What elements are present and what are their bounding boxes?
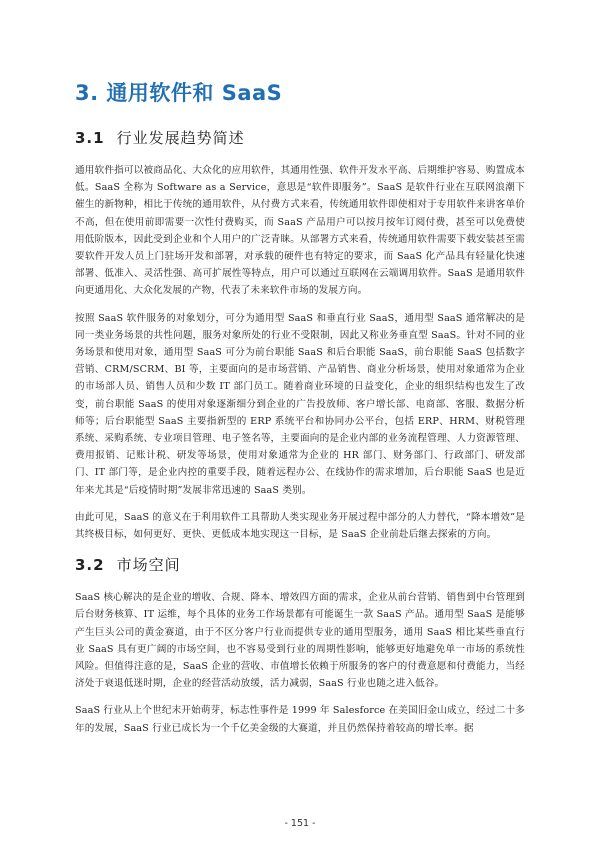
section-number: 3.2: [75, 556, 105, 575]
paragraph: SaaS 核心解决的是企业的增收、合规、降本、增效四方面的需求，企业从前台营销、销售到中台管理到后台财务核算、IT 运维，每个具体的业务工作场景都有可能诞生一款 SaaS 产品。通用型 SaaS 是能够产生巨头公司的黄金赛道，由于不区分客户行业而提供专业的通用型服务，通用 SaaS 相比某些垂直行业 SaaS 具有更广阔的市场空间，也不容易受到行业的周期性影响，能够更好地避免单一市场的系统性风险。但值得注意的是，SaaS 企业的营收、市值增长依赖于所服务的客户的付费意愿和付费能力，当经济处于衰退低迷时期，企业的经营活动放缓，活力减弱，SaaS 行业也随之进入低谷。: [75, 592, 525, 690]
paragraph: 按照 SaaS 软件服务的对象划分，可分为通用型 SaaS 和垂直行业 SaaS，通用型 SaaS 通常解决的是同一类业务场景的共性问题，服务对象所处的行业不受限制，因此又称业务垂直型 SaaS。针对不同的业务场景和使用对象，通用型 SaaS 可分为前台职能 SaaS 和后台职能 SaaS，前台职能 SaaS 包括数字营销、CRM/SCRM、BI 等，主要面向的是市场营销、产品销售、商业分析场景，使用对象通常为企业的市场部人员、销售人员和少数 IT 部门员工。随着商业环境的日益变化，企业的组织结构也发生了改变，前台职能 SaaS 的使用对象逐渐细分到企业的广告投放师、客户增长部、电商部、客服、数据分析师等；后台职能型 SaaS 主要指新型的 ERP 系统平台和协同办公平台，包括 ERP、HRM、财税管理系统、采购系统、专业项目管理、电子签名等，主要面向的是企业内部的业务流程管理、人力资源管理、费用报销、记账计税、研发等场景，使用对象通常为企业的 HR 部门、财务部门、行政部门、研发部门、IT 部门等，是企业内控的重要手段，随着远程办公、在线协作的需求增加，后台职能 SaaS 也是近年来尤其是“后疫情时期”发展非常迅速的 SaaS 类别。: [75, 312, 525, 496]
section-title: 行业发展趋势简述: [116, 129, 245, 147]
chapter-title: 3. 通用软件和 SaaS: [75, 81, 283, 105]
section-number: 3.1: [75, 129, 105, 147]
section-industry-trends: [75, 128, 525, 543]
section-heading: [75, 555, 525, 575]
section-title: 市场空间: [116, 556, 181, 575]
section-heading: [75, 128, 525, 148]
paragraph: 通用软件指可以被商品化、大众化的应用软件，其通用性强、软件开发水平高、后期维护容易、购置成本低。SaaS 全称为 Software as a Service，意思是“软件即服务”。SaaS 是软件行业在互联网浪潮下催生的新物种，相比于传统的通用软件，从付费方式来看，传统通用软件即使相对于专用软件来讲客单价不高，但在使用前即需要一次性付费购买，而 SaaS 产品用户可以按月按年订阅付费，甚至可以免费使用低阶版本，因此受到企业和个人用户的广泛青睐。从部署方式来看，传统通用软件需要下载安装甚至需要软件开发人员上门驻场开发和部署，对承载的硬件也有特定的要求，而 SaaS 化产品具有轻量化快速部署、低准入、灵活性强、高可扩展性等特点，用户可以通过互联网在云端调用软件。SaaS 是通用软件向更通用化、大众化发展的产物，代表了未来软件市场的发展方向。: [75, 165, 525, 297]
paragraph: 由此可见，SaaS 的意义在于利用软件工具帮助人类实现业务开展过程中部分的人力替代，“降本增效”是其终极目标，如何更好、更快、更低成本地实现这一目标，是 SaaS 企业前赴后继去探索的方向。: [75, 511, 525, 541]
page-number: - 151 -: [284, 818, 316, 829]
section-market-space: [75, 555, 525, 737]
paragraph: SaaS 行业从上个世纪末开始萌芽，标志性事件是 1999 年 Salesforce 在美国旧金山成立，经过二十多年的发展，SaaS 行业已成长为一个千亿美金级的大赛道，并且仍然保持着较高的增长率。据: [75, 705, 525, 734]
